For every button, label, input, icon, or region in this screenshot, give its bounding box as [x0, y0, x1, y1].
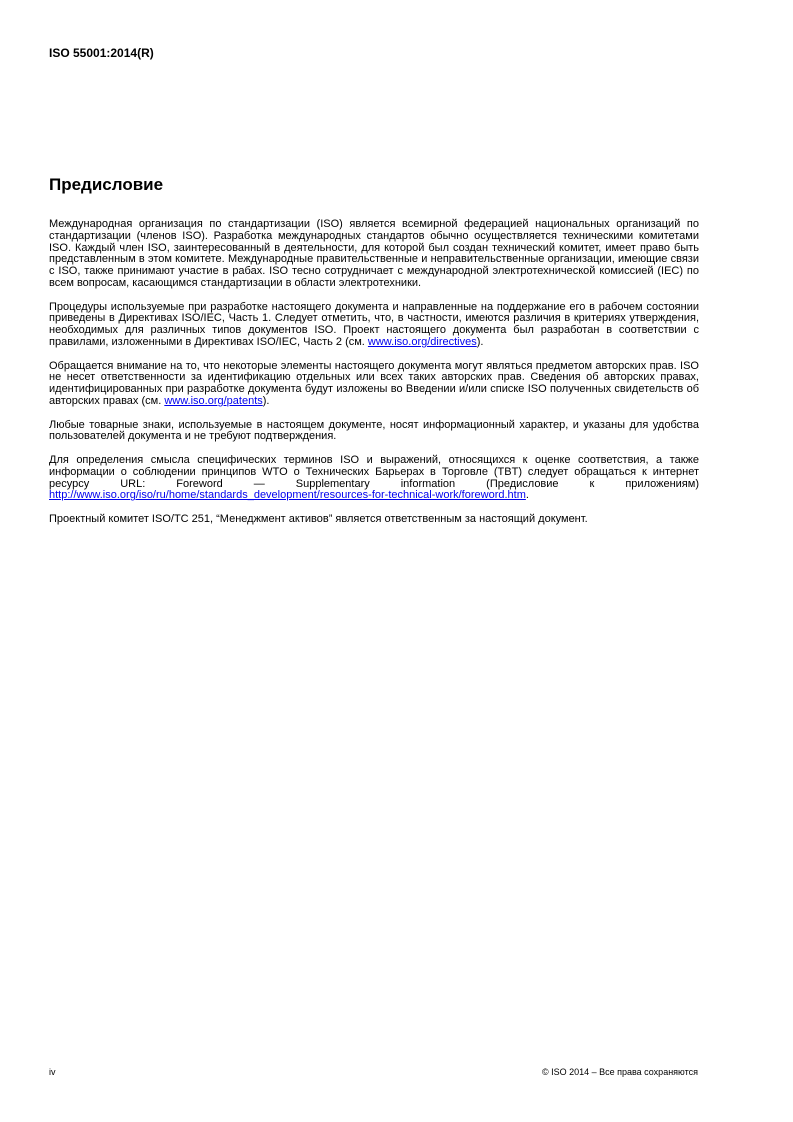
foreword-body	[49, 219, 699, 538]
paragraph-supplementary-info	[49, 455, 699, 502]
paragraph-text: Процедуры используемые при разработке настоящего документа и направленные на поддержание его в рабочем состоянии приведены в Директивах ISO/IEC, Часть 1. Следует отметить, что, в частности, имеются различия в критериях утверждения, необходимых для различных типов документов ISO. Проект настоящего документа был разработан в соответствии с правилами, изложенными в Директивах ISO/IEC, Часть 2 (см.	[49, 300, 699, 348]
paragraph-directives	[49, 302, 699, 349]
paragraph-text: Обращается внимание на то, что некоторые элементы настоящего документа могут являться предметом авторских прав. ISO не несет ответственности за идентификацию отдельных или всех таких авторских прав. Сведения об авторских правах, идентифицированных при разработке документа будут изложены во Введении и/или списке ISO полученных свидетельств об авторских правах (см.	[49, 359, 699, 407]
foreword-link[interactable]: http://www.iso.org/iso/ru/home/standards_development/resources-for-technical-work/foreword.htm	[49, 489, 526, 502]
paragraph-text: Проектный комитет ISO/TC 251, “Менеджмент активов” является ответственным за настоящий документ.	[49, 512, 588, 525]
paragraph-text: Любые товарные знаки, используемые в настоящем документе, носят информационный характер, и указаны для удобства пользователей документа и не требуют подтверждения.	[49, 418, 699, 443]
paragraph-iso-organization	[49, 219, 699, 290]
paragraph-patents	[49, 361, 699, 408]
page-title: Предисловие	[49, 175, 164, 194]
paragraph-text: Для определения смысла специфических терминов ISO и выражений, относящихся к оценке соответствия, а также информации о соблюдении принципов WTO о Технических Барьерах в Торговле (TBT) следует обращаться к интернет ресурсу URL: Foreword — Supplementary information (Предисловие к приложениям)	[49, 453, 699, 490]
paragraph-text: Международная организация по стандартизации (ISO) является всемирной федерацией национальных организаций по стандартизации (членов ISO). Разработка международных стандартов обычно осуществляется техническими комитетами ISO. Каждый член ISO, заинтересованный в деятельности, для которой был создан технический комитет, имеет право быть представленным в этом комитете. Международные правительственные и неправительственные организации, имеющие связи с ISO, также принимают участие в рабах. ISO тесно сотрудничает с международной электротехнической комиссией (IEC) по всем вопросам, касающимся стандартизации в области электротехники.	[49, 218, 699, 289]
patents-link[interactable]: www.iso.org/patents	[164, 394, 263, 407]
directives-link[interactable]: www.iso.org/directives	[367, 335, 477, 348]
page-number: iv	[49, 1067, 56, 1077]
paragraph-text-end: ).	[262, 394, 270, 407]
paragraph-text-end: ).	[476, 335, 484, 348]
paragraph-text-end: .	[525, 489, 529, 502]
paragraph-committee	[49, 514, 699, 526]
paragraph-trademarks	[49, 420, 699, 444]
copyright-notice: © ISO 2014 – Все права сохраняются	[541, 1067, 698, 1077]
document-id: ISO 55001:2014(R)	[49, 46, 154, 60]
